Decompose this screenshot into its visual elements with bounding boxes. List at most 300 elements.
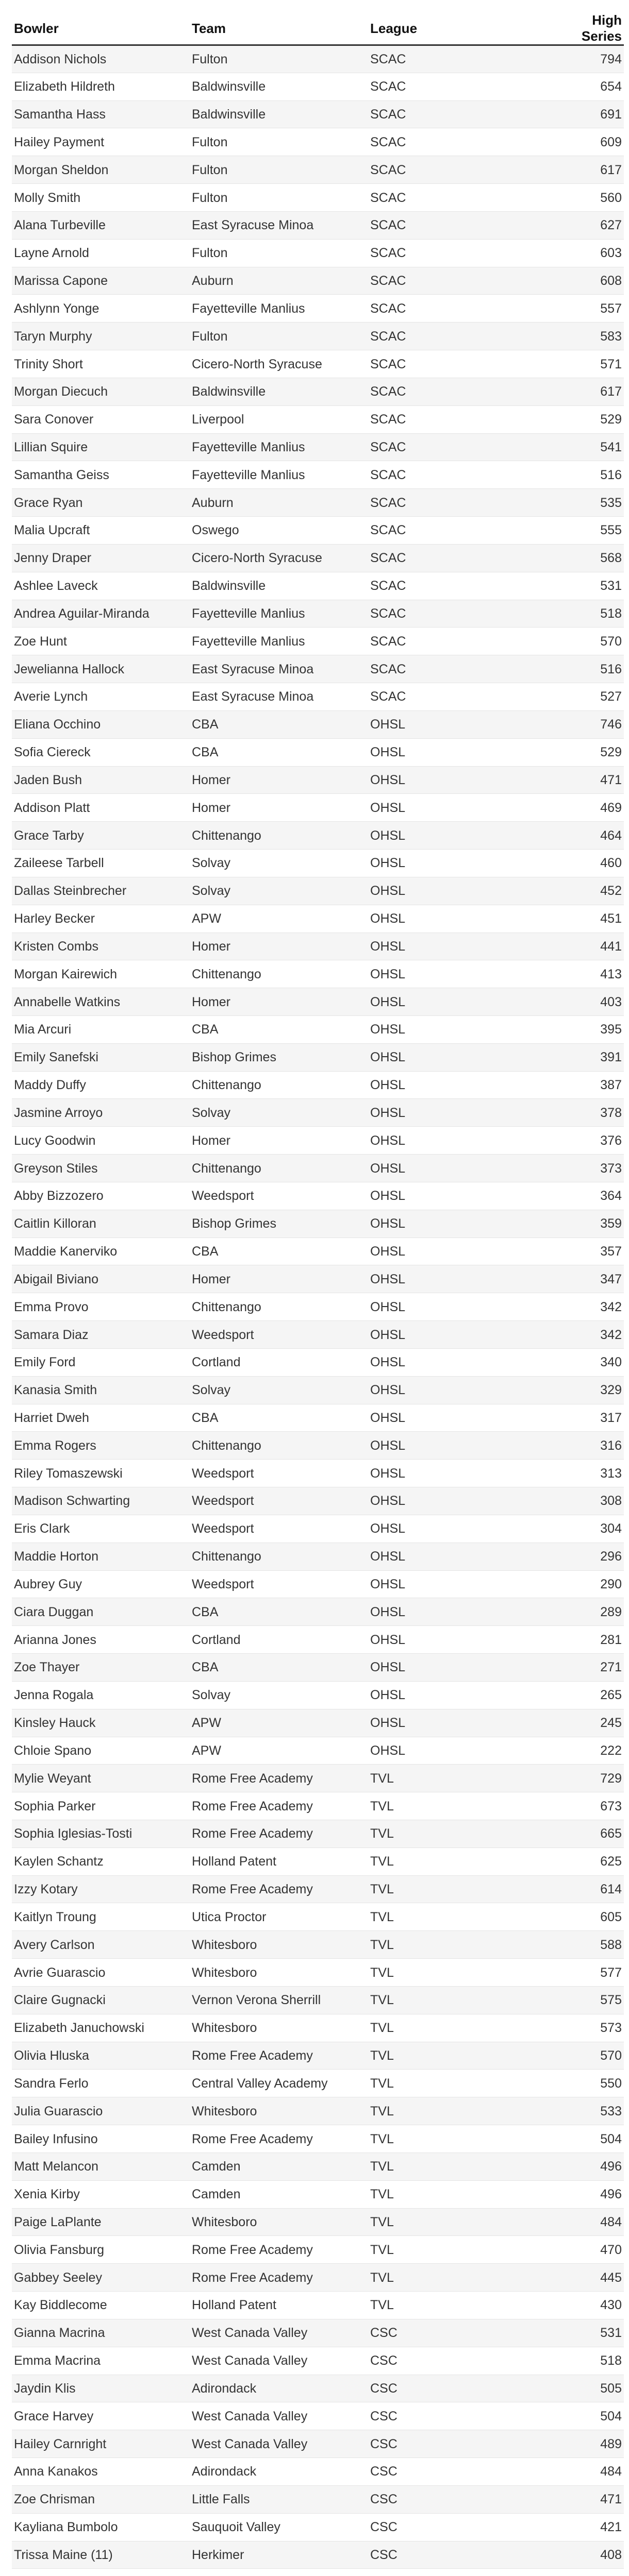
league-cell: OHSL: [368, 1626, 547, 1654]
table-row: [12, 1820, 624, 1848]
bowler-cell: Arianna Jones: [12, 1626, 190, 1654]
team-cell: Fulton: [190, 45, 368, 73]
table-row: [12, 1432, 624, 1460]
high-series-cell: 794: [547, 45, 624, 73]
team-cell: Fulton: [190, 184, 368, 212]
high-series-cell: 304: [547, 1515, 624, 1543]
league-cell: OHSL: [368, 877, 547, 905]
high-series-cell: 342: [547, 1321, 624, 1349]
bowler-cell: Sandra Ferlo: [12, 2070, 190, 2097]
team-cell: Homer: [190, 1127, 368, 1155]
table-row: [12, 2569, 624, 2576]
bowler-cell: Marissa Capone: [12, 267, 190, 295]
league-cell: SCAC: [368, 45, 547, 73]
table-row: [12, 1626, 624, 1654]
bowler-cell: Sophia Parker: [12, 1792, 190, 1820]
high-series-cell: 614: [547, 1875, 624, 1903]
league-cell: OHSL: [368, 1598, 547, 1626]
high-series-cell: 413: [547, 960, 624, 988]
league-cell: SCAC: [368, 489, 547, 517]
high-series-cell: 445: [547, 2264, 624, 2292]
team-cell: Chittenango: [190, 1543, 368, 1570]
high-series-cell: 376: [547, 1127, 624, 1155]
league-cell: CSC: [368, 2513, 547, 2541]
bowler-cell: Kay Biddlecome: [12, 2292, 190, 2319]
bowler-cell: Dallas Steinbrecher: [12, 877, 190, 905]
high-series-cell: 317: [547, 1404, 624, 1432]
bowler-cell: Eris Clark: [12, 1515, 190, 1543]
bowler-cell: Kaitlyn Troung: [12, 1903, 190, 1931]
high-series-cell: 505: [547, 2375, 624, 2402]
team-cell: Chittenango: [190, 1293, 368, 1321]
bowler-cell: Madison Schwarting: [12, 1487, 190, 1515]
team-cell: Fayetteville Manlius: [190, 628, 368, 655]
league-cell: TVL: [368, 1875, 547, 1903]
bowler-cell: Kinsley Hauck: [12, 1709, 190, 1737]
header-team[interactable]: Team: [190, 0, 368, 45]
table-row: [12, 184, 624, 212]
high-series-cell: 583: [547, 323, 624, 350]
team-cell: Fayetteville Manlius: [190, 295, 368, 323]
bowler-cell: Addison Nichols: [12, 45, 190, 73]
high-series-cell: 518: [547, 600, 624, 628]
table-row: [12, 267, 624, 295]
bowler-cell: Jenny Draper: [12, 544, 190, 572]
team-cell: CBA: [190, 1238, 368, 1265]
table-row: [12, 766, 624, 794]
league-cell: TVL: [368, 2042, 547, 2070]
table-row: [12, 600, 624, 628]
bowler-cell: Avrie Guarascio: [12, 1959, 190, 1987]
header-league[interactable]: League: [368, 0, 547, 45]
high-series-cell: 403: [547, 988, 624, 1016]
table-row: [12, 960, 624, 988]
team-cell: Solvay: [190, 877, 368, 905]
table-row: [12, 1460, 624, 1487]
high-series-cell: 245: [547, 1709, 624, 1737]
bowler-cell: [12, 2569, 190, 2576]
high-series-cell: 430: [547, 2292, 624, 2319]
team-cell: Rome Free Academy: [190, 2125, 368, 2153]
bowler-cell: Aubrey Guy: [12, 1570, 190, 1598]
high-series-cell: 408: [547, 2541, 624, 2569]
table-row: [12, 628, 624, 655]
team-cell: West Canada Valley: [190, 2402, 368, 2430]
high-series-cell: 308: [547, 1487, 624, 1515]
table-row: [12, 323, 624, 350]
high-series-cell: 347: [547, 1265, 624, 1293]
team-cell: East Syracuse Minoa: [190, 683, 368, 711]
table-row: [12, 1543, 624, 1570]
bowler-cell: Caitlin Killoran: [12, 1210, 190, 1238]
league-cell: OHSL: [368, 1709, 547, 1737]
team-cell: Chittenango: [190, 1155, 368, 1182]
table-row: [12, 2458, 624, 2486]
league-cell: OHSL: [368, 850, 547, 877]
table-row: [12, 2402, 624, 2430]
league-cell: CSC: [368, 2430, 547, 2458]
league-cell: OHSL: [368, 1265, 547, 1293]
table-row: [12, 850, 624, 877]
bowler-cell: Trissa Maine (11): [12, 2541, 190, 2569]
table-row: [12, 1654, 624, 1682]
bowler-cell: Mylie Weyant: [12, 1765, 190, 1792]
team-cell: Chittenango: [190, 822, 368, 850]
table-row: [12, 1404, 624, 1432]
team-cell: Liverpool: [190, 405, 368, 433]
bowler-cell: Eliana Occhino: [12, 710, 190, 738]
league-cell: TVL: [368, 1848, 547, 1875]
high-series-cell: 625: [547, 1848, 624, 1875]
table-row: [12, 2292, 624, 2319]
table-row: [12, 1127, 624, 1155]
team-cell: West Canada Valley: [190, 2319, 368, 2347]
bowler-cell: Lucy Goodwin: [12, 1127, 190, 1155]
league-cell: TVL: [368, 1792, 547, 1820]
table-row: [12, 1043, 624, 1071]
bowler-cell: Zaileese Tarbell: [12, 850, 190, 877]
bowler-cell: Xenia Kirby: [12, 2180, 190, 2208]
team-cell: CBA: [190, 1404, 368, 1432]
table-row: [12, 794, 624, 822]
table-row: [12, 1959, 624, 1987]
high-series-cell: 609: [547, 128, 624, 156]
high-series-cell: 340: [547, 1348, 624, 1376]
high-series-cell: 516: [547, 655, 624, 683]
table-row: [12, 2125, 624, 2153]
league-cell: OHSL: [368, 766, 547, 794]
team-cell: CBA: [190, 1598, 368, 1626]
team-cell: Baldwinsville: [190, 100, 368, 128]
table-row: [12, 2541, 624, 2569]
team-cell: Utica Proctor: [190, 1903, 368, 1931]
high-series-cell: 451: [547, 905, 624, 933]
high-series-cell: 617: [547, 156, 624, 184]
league-cell: OHSL: [368, 1210, 547, 1238]
bowler-cell: Zoe Hunt: [12, 628, 190, 655]
bowler-cell: Jaydin Klis: [12, 2375, 190, 2402]
high-series-cell: 573: [547, 2014, 624, 2042]
table-row: [12, 1986, 624, 2014]
team-cell: Herkimer: [190, 2541, 368, 2569]
bowler-cell: Elizabeth Hildreth: [12, 73, 190, 100]
team-cell: Fulton: [190, 128, 368, 156]
table-row: [12, 1765, 624, 1792]
league-cell: SCAC: [368, 544, 547, 572]
league-cell: OHSL: [368, 1348, 547, 1376]
league-cell: SCAC: [368, 211, 547, 239]
table-row: [12, 905, 624, 933]
league-cell: OHSL: [368, 1404, 547, 1432]
team-cell: Baldwinsville: [190, 572, 368, 600]
table-row: [12, 2042, 624, 2070]
high-series-cell: 541: [547, 433, 624, 461]
team-cell: Auburn: [190, 489, 368, 517]
table-row: [12, 655, 624, 683]
table-row: [12, 2097, 624, 2125]
table-row: [12, 156, 624, 184]
bowler-cell: Zoe Chrisman: [12, 2485, 190, 2513]
league-cell: OHSL: [368, 794, 547, 822]
high-series-cell: 452: [547, 877, 624, 905]
league-cell: TVL: [368, 2180, 547, 2208]
table-row: [12, 2430, 624, 2458]
table-row: [12, 1155, 624, 1182]
table-row: [12, 1238, 624, 1265]
team-cell: Fayetteville Manlius: [190, 461, 368, 489]
team-cell: CBA: [190, 738, 368, 766]
high-series-cell: 504: [547, 2402, 624, 2430]
team-cell: Rome Free Academy: [190, 1765, 368, 1792]
high-series-cell: 313: [547, 1460, 624, 1487]
league-cell: TVL: [368, 1765, 547, 1792]
team-cell: Baldwinsville: [190, 378, 368, 405]
bowler-cell: Riley Tomaszewski: [12, 1460, 190, 1487]
league-cell: SCAC: [368, 239, 547, 267]
team-cell: Homer: [190, 933, 368, 960]
bowler-cell: Abigail Biviano: [12, 1265, 190, 1293]
league-cell: [368, 2569, 547, 2576]
bowler-cell: Olivia Fansburg: [12, 2236, 190, 2264]
high-series-cell: 281: [547, 1626, 624, 1654]
team-cell: Fayetteville Manlius: [190, 600, 368, 628]
high-series-cell: 575: [547, 1986, 624, 2014]
team-cell: Cortland: [190, 1626, 368, 1654]
bowler-cell: Taryn Murphy: [12, 323, 190, 350]
high-series-cell: 496: [547, 2180, 624, 2208]
table-row: [12, 1071, 624, 1099]
league-cell: OHSL: [368, 960, 547, 988]
bowler-cell: Layne Arnold: [12, 239, 190, 267]
high-series-cell: 627: [547, 211, 624, 239]
table-row: [12, 2375, 624, 2402]
table-row: [12, 2014, 624, 2042]
bowler-cell: Sofia Ciereck: [12, 738, 190, 766]
bowler-cell: Addison Platt: [12, 794, 190, 822]
high-series-cell: 441: [547, 933, 624, 960]
bowler-cell: Maddie Kanerviko: [12, 1238, 190, 1265]
bowler-cell: Sara Conover: [12, 405, 190, 433]
league-cell: OHSL: [368, 822, 547, 850]
league-cell: SCAC: [368, 600, 547, 628]
high-series-cell: 571: [547, 350, 624, 378]
team-cell: Vernon Verona Sherrill: [190, 1986, 368, 2014]
bowler-cell: Izzy Kotary: [12, 1875, 190, 1903]
high-series-cell: 560: [547, 184, 624, 212]
league-cell: OHSL: [368, 1015, 547, 1043]
table-row: [12, 2208, 624, 2236]
table-row: [12, 1376, 624, 1404]
bowler-cell: Annabelle Watkins: [12, 988, 190, 1016]
high-series-cell: 359: [547, 1210, 624, 1238]
table-body: [12, 45, 624, 2576]
league-cell: OHSL: [368, 1238, 547, 1265]
bowler-cell: Sophia Iglesias-Tosti: [12, 1820, 190, 1848]
bowler-cell: Jaden Bush: [12, 766, 190, 794]
team-cell: East Syracuse Minoa: [190, 655, 368, 683]
bowler-cell: Mia Arcuri: [12, 1015, 190, 1043]
team-cell: Rome Free Academy: [190, 2236, 368, 2264]
bowler-cell: Gianna Macrina: [12, 2319, 190, 2347]
high-series-cell: 484: [547, 2208, 624, 2236]
team-cell: Bishop Grimes: [190, 1043, 368, 1071]
league-cell: SCAC: [368, 184, 547, 212]
table-row: [12, 2264, 624, 2292]
league-cell: TVL: [368, 1931, 547, 1959]
team-cell: Homer: [190, 766, 368, 794]
header-bowler[interactable]: Bowler: [12, 0, 190, 45]
bowler-cell: Olivia Hluska: [12, 2042, 190, 2070]
league-cell: TVL: [368, 2236, 547, 2264]
bowler-cell: Alana Turbeville: [12, 211, 190, 239]
bowler-cell: Emma Macrina: [12, 2347, 190, 2375]
league-cell: OHSL: [368, 1376, 547, 1404]
bowler-cell: Abby Bizzozero: [12, 1182, 190, 1210]
table-row: [12, 933, 624, 960]
high-series-cell: 373: [547, 1155, 624, 1182]
team-cell: Rome Free Academy: [190, 2264, 368, 2292]
team-cell: Weedsport: [190, 1570, 368, 1598]
table-row: [12, 1348, 624, 1376]
table-row: [12, 1792, 624, 1820]
bowler-cell: Maddie Horton: [12, 1543, 190, 1570]
high-series-cell: 550: [547, 2070, 624, 2097]
team-cell: Oswego: [190, 517, 368, 545]
league-cell: CSC: [368, 2347, 547, 2375]
table-row: [12, 1015, 624, 1043]
bowler-cell: Harley Becker: [12, 905, 190, 933]
table-row: [12, 2513, 624, 2541]
bowler-cell: Hailey Carnright: [12, 2430, 190, 2458]
bowler-cell: Averie Lynch: [12, 683, 190, 711]
high-series-cell: 577: [547, 1959, 624, 1987]
team-cell: Weedsport: [190, 1182, 368, 1210]
table-row: [12, 1182, 624, 1210]
table-row: [12, 2070, 624, 2097]
header-high-series[interactable]: High Series: [547, 0, 624, 45]
table-row: [12, 45, 624, 73]
high-series-cell: 527: [547, 683, 624, 711]
high-series-cell: 529: [547, 738, 624, 766]
league-cell: SCAC: [368, 100, 547, 128]
high-series-cell: 289: [547, 1598, 624, 1626]
team-cell: Camden: [190, 2153, 368, 2180]
high-series-cell: 673: [547, 1792, 624, 1820]
team-cell: Sauquoit Valley: [190, 2513, 368, 2541]
high-series-cell: 531: [547, 2319, 624, 2347]
table-row: [12, 1321, 624, 1349]
league-cell: TVL: [368, 2153, 547, 2180]
bowler-cell: Paige LaPlante: [12, 2208, 190, 2236]
bowler-cell: Kaylen Schantz: [12, 1848, 190, 1875]
high-series-cell: 222: [547, 1737, 624, 1765]
team-cell: Chittenango: [190, 1432, 368, 1460]
team-cell: Chittenango: [190, 1071, 368, 1099]
bowler-cell: Jenna Rogala: [12, 1681, 190, 1709]
league-cell: SCAC: [368, 156, 547, 184]
bowler-cell: Ciara Duggan: [12, 1598, 190, 1626]
high-series-cell: 603: [547, 239, 624, 267]
bowler-cell: Emily Sanefski: [12, 1043, 190, 1071]
league-cell: SCAC: [368, 461, 547, 489]
high-series-cell: 395: [547, 1015, 624, 1043]
league-cell: OHSL: [368, 1071, 547, 1099]
team-cell: Baldwinsville: [190, 73, 368, 100]
table-row: [12, 433, 624, 461]
high-series-cell: 570: [547, 2042, 624, 2070]
table-row: [12, 461, 624, 489]
league-cell: OHSL: [368, 1487, 547, 1515]
league-cell: OHSL: [368, 1432, 547, 1460]
table-row: [12, 2236, 624, 2264]
high-series-cell: 471: [547, 766, 624, 794]
high-series-cell: 729: [547, 1765, 624, 1792]
league-cell: SCAC: [368, 572, 547, 600]
bowler-cell: Samara Diaz: [12, 1321, 190, 1349]
high-series-cell: 265: [547, 1681, 624, 1709]
high-series-cell: 654: [547, 73, 624, 100]
team-cell: West Canada Valley: [190, 2430, 368, 2458]
table-row: [12, 2347, 624, 2375]
team-cell: Fulton: [190, 156, 368, 184]
high-series-cell: 496: [547, 2153, 624, 2180]
table-row: [12, 1848, 624, 1875]
team-cell: Weedsport: [190, 1487, 368, 1515]
league-cell: CSC: [368, 2458, 547, 2486]
high-series-cell: 665: [547, 1820, 624, 1848]
team-cell: Central Valley Academy: [190, 2070, 368, 2097]
team-cell: Cortland: [190, 1348, 368, 1376]
table-row: [12, 239, 624, 267]
team-cell: Solvay: [190, 850, 368, 877]
bowler-cell: Malia Upcraft: [12, 517, 190, 545]
league-cell: TVL: [368, 1903, 547, 1931]
league-cell: CSC: [368, 2319, 547, 2347]
high-series-cell: 342: [547, 1293, 624, 1321]
high-series-cell: 357: [547, 1238, 624, 1265]
table-row: [12, 2180, 624, 2208]
league-cell: OHSL: [368, 710, 547, 738]
high-series-cell: 364: [547, 1182, 624, 1210]
high-series-cell: 387: [547, 1071, 624, 1099]
bowler-cell: Bailey Infusino: [12, 2125, 190, 2153]
league-cell: SCAC: [368, 405, 547, 433]
team-cell: Little Falls: [190, 2485, 368, 2513]
league-cell: TVL: [368, 2208, 547, 2236]
team-cell: APW: [190, 905, 368, 933]
bowler-cell: Andrea Aguilar-Miranda: [12, 600, 190, 628]
league-cell: OHSL: [368, 1099, 547, 1127]
team-cell: [190, 2569, 368, 2576]
team-cell: Rome Free Academy: [190, 1792, 368, 1820]
league-cell: OHSL: [368, 738, 547, 766]
bowler-cell: Kanasia Smith: [12, 1376, 190, 1404]
team-cell: East Syracuse Minoa: [190, 211, 368, 239]
table-row: [12, 73, 624, 100]
high-series-cell: 271: [547, 1654, 624, 1682]
bowler-cell: Emily Ford: [12, 1348, 190, 1376]
bowler-cell: Samantha Hass: [12, 100, 190, 128]
table-row: [12, 1931, 624, 1959]
high-series-cell: [547, 2569, 624, 2576]
team-cell: APW: [190, 1737, 368, 1765]
league-cell: OHSL: [368, 988, 547, 1016]
bowler-cell: Claire Gugnacki: [12, 1986, 190, 2014]
table-row: [12, 710, 624, 738]
high-series-cell: 378: [547, 1099, 624, 1127]
team-cell: Whitesboro: [190, 1931, 368, 1959]
high-series-cell: 471: [547, 2485, 624, 2513]
